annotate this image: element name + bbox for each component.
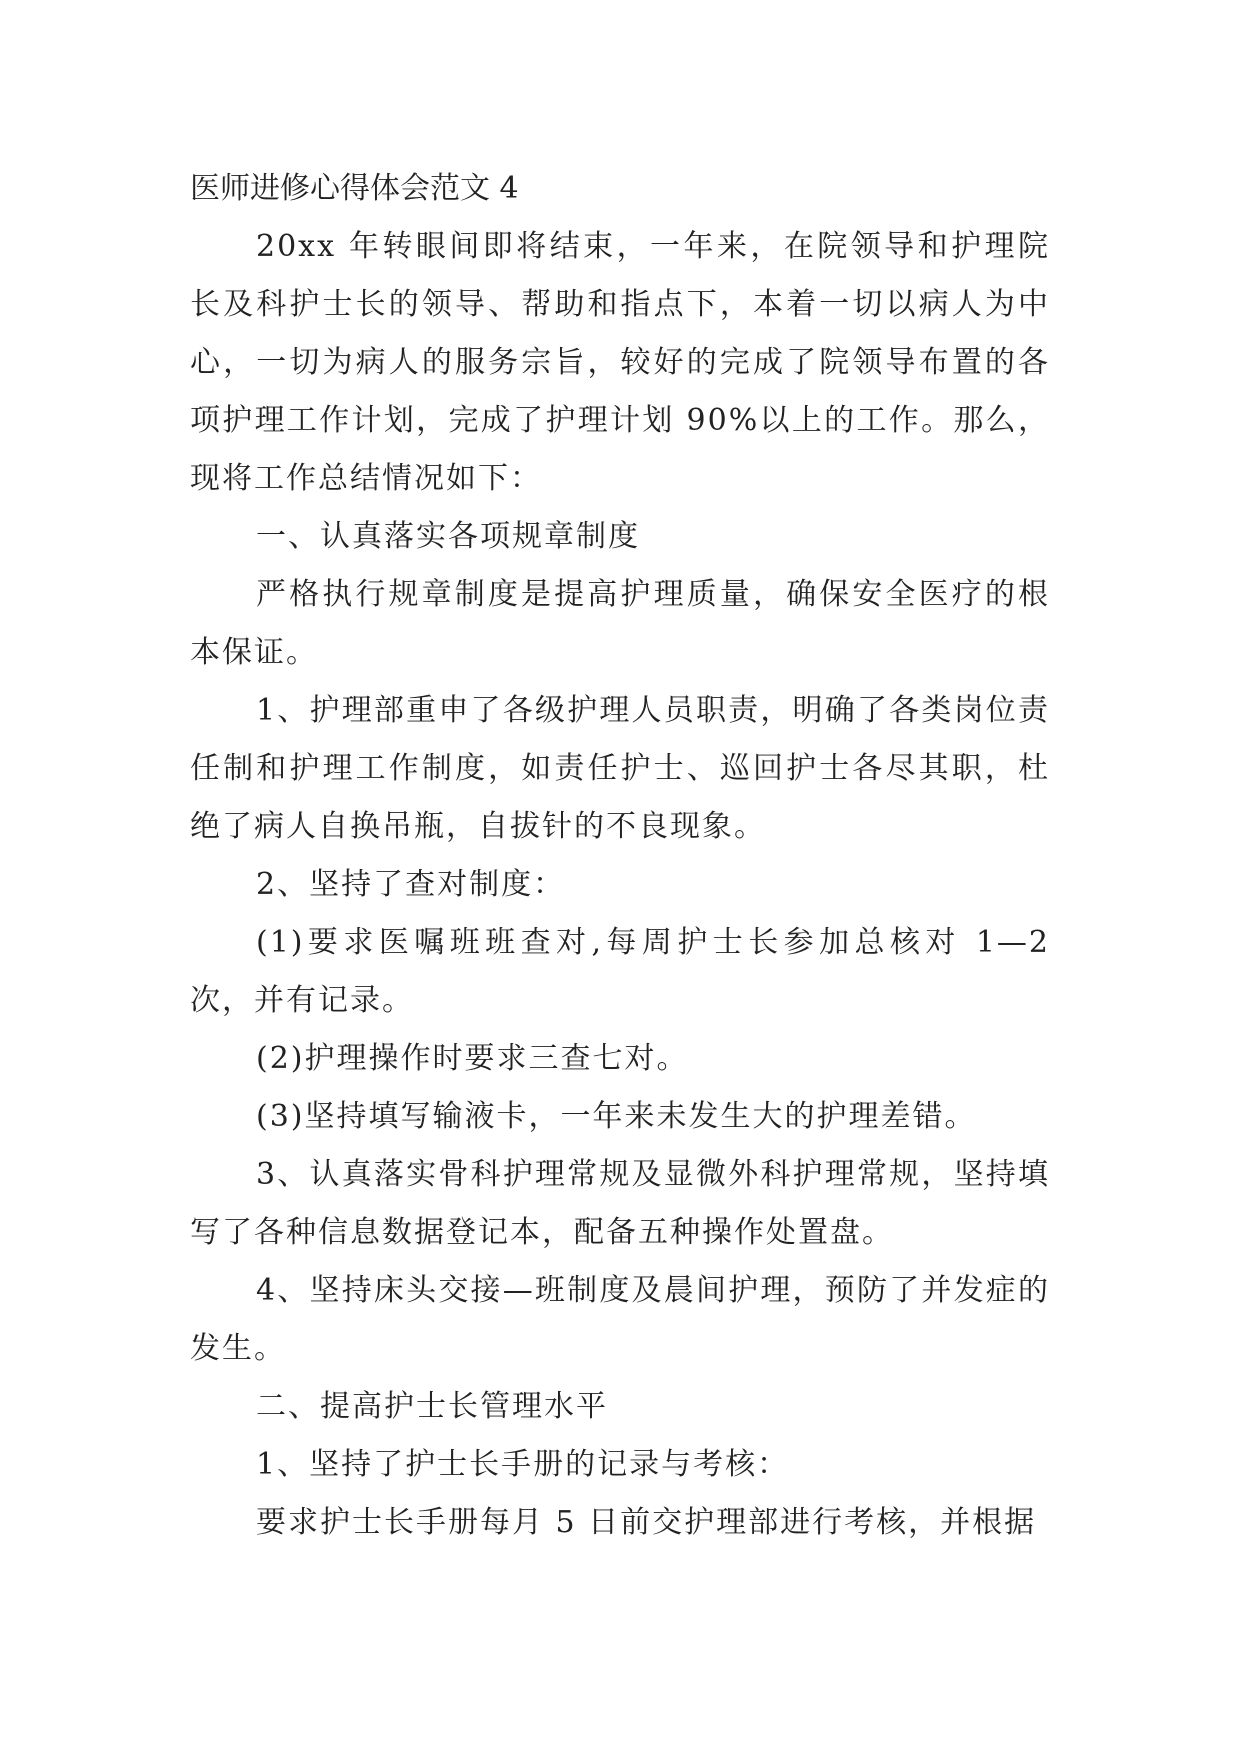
section-heading-2: 二、提高护士长管理水平: [256, 1389, 608, 1424]
list-item: 4、坚持床头交接—班制度及晨间护理，预防了并发症的发生。: [190, 1273, 1050, 1366]
document-page: [190, 160, 1050, 1552]
list-item: 1、护理部重申了各级护理人员职责，明确了各类岗位责任制和护理工作制度，如责任护士、巡回护士各尽其职，杜绝了病人自换吊瓶，自拔针的不良现象。: [190, 693, 1050, 844]
list-item: 2、坚持了查对制度：: [256, 867, 566, 902]
sub-list-item: (2)护理操作时要求三查七对。: [256, 1041, 689, 1076]
paragraph: 要求护士长手册每月 5 日前交护理部进行考核，并根据: [256, 1505, 1037, 1540]
paragraph: 严格执行规章制度是提高护理质量，确保安全医疗的根本保证。: [190, 577, 1050, 670]
sub-list-item: (3)坚持填写输液卡，一年来未发生大的护理差错。: [256, 1099, 977, 1134]
section-heading-1: 一、认真落实各项规章制度: [256, 519, 640, 554]
list-item: 3、认真落实骨科护理常规及显微外科护理常规，坚持填写了各种信息数据登记本，配备五种操作处置盘。: [190, 1157, 1050, 1250]
list-item: 1、坚持了护士长手册的记录与考核：: [256, 1447, 790, 1482]
paragraph-intro: 20xx 年转眼间即将结束，一年来，在院领导和护理院长及科护士长的领导、帮助和指点下，本着一切以病人为中心，一切为病人的服务宗旨，较好的完成了院领导布置的各项护理工作计划，完成了护理计划 90%以上的工作。那么，现将工作总结情况如下：: [190, 229, 1050, 496]
sub-list-item: (1)要求医嘱班班查对,每周护士长参加总核对 1—2 次，并有记录。: [190, 925, 1050, 1018]
document-title: 医师进修心得体会范文 4: [190, 171, 519, 206]
